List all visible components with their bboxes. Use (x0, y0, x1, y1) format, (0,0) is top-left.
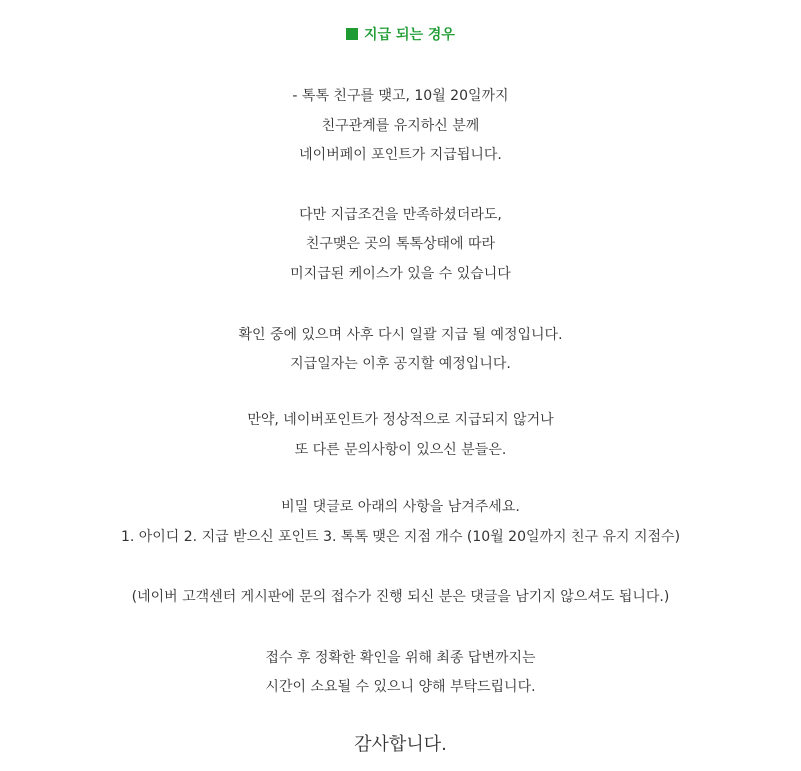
paragraph-6-line-1: (네이버 고객센터 게시판에 문의 접수가 진행 되신 분은 댓글을 남기지 않으셔도 됩니다.) (131, 589, 670, 605)
green-square-icon (346, 28, 358, 40)
paragraph-1-line-3: 네이버페이 포인트가 지급됩니다. (299, 147, 502, 163)
section-heading (0, 25, 801, 45)
paragraph-2-line-2: 친구맺은 곳의 톡톡상태에 따라 (305, 236, 496, 252)
paragraph-2-line-3: 미지급된 케이스가 있을 수 있습니다 (290, 266, 511, 282)
paragraph-1-line-2: 친구관계를 유지하신 분께 (321, 118, 480, 134)
heading-text: 지급 되는 경우 (364, 27, 455, 43)
paragraph-2-line-1: 다만 지급조건을 만족하셨더라도, (299, 207, 502, 223)
paragraph-1-line-1: - 톡톡 친구를 맺고, 10월 20일까지 (292, 88, 509, 104)
paragraph-3-line-1: 확인 중에 있으며 사후 다시 일괄 지급 될 예정입니다. (238, 327, 563, 343)
paragraph-7-line-2: 시간이 소요될 수 있으니 양해 부탁드립니다. (265, 679, 536, 695)
closing-text: 감사합니다. (354, 734, 447, 755)
paragraph-7-line-1: 접수 후 정확한 확인을 위해 최종 답변까지는 (265, 650, 536, 666)
paragraph-5-line-1: 비밀 댓글로 아래의 사항을 남겨주세요. (281, 499, 520, 515)
paragraph-3-line-2: 지급일자는 이후 공지할 예정입니다. (290, 356, 511, 372)
paragraph-5-line-2: 1. 아이디 2. 지급 받으신 포인트 3. 톡톡 맺은 지점 개수 (10월 20일까지 친구 유지 지점수) (120, 529, 681, 545)
paragraph-4-line-1: 만약, 네이버포인트가 정상적으로 지급되지 않거나 (247, 412, 554, 428)
paragraph-4-line-2: 또 다른 문의사항이 있으신 분들은. (294, 442, 507, 458)
